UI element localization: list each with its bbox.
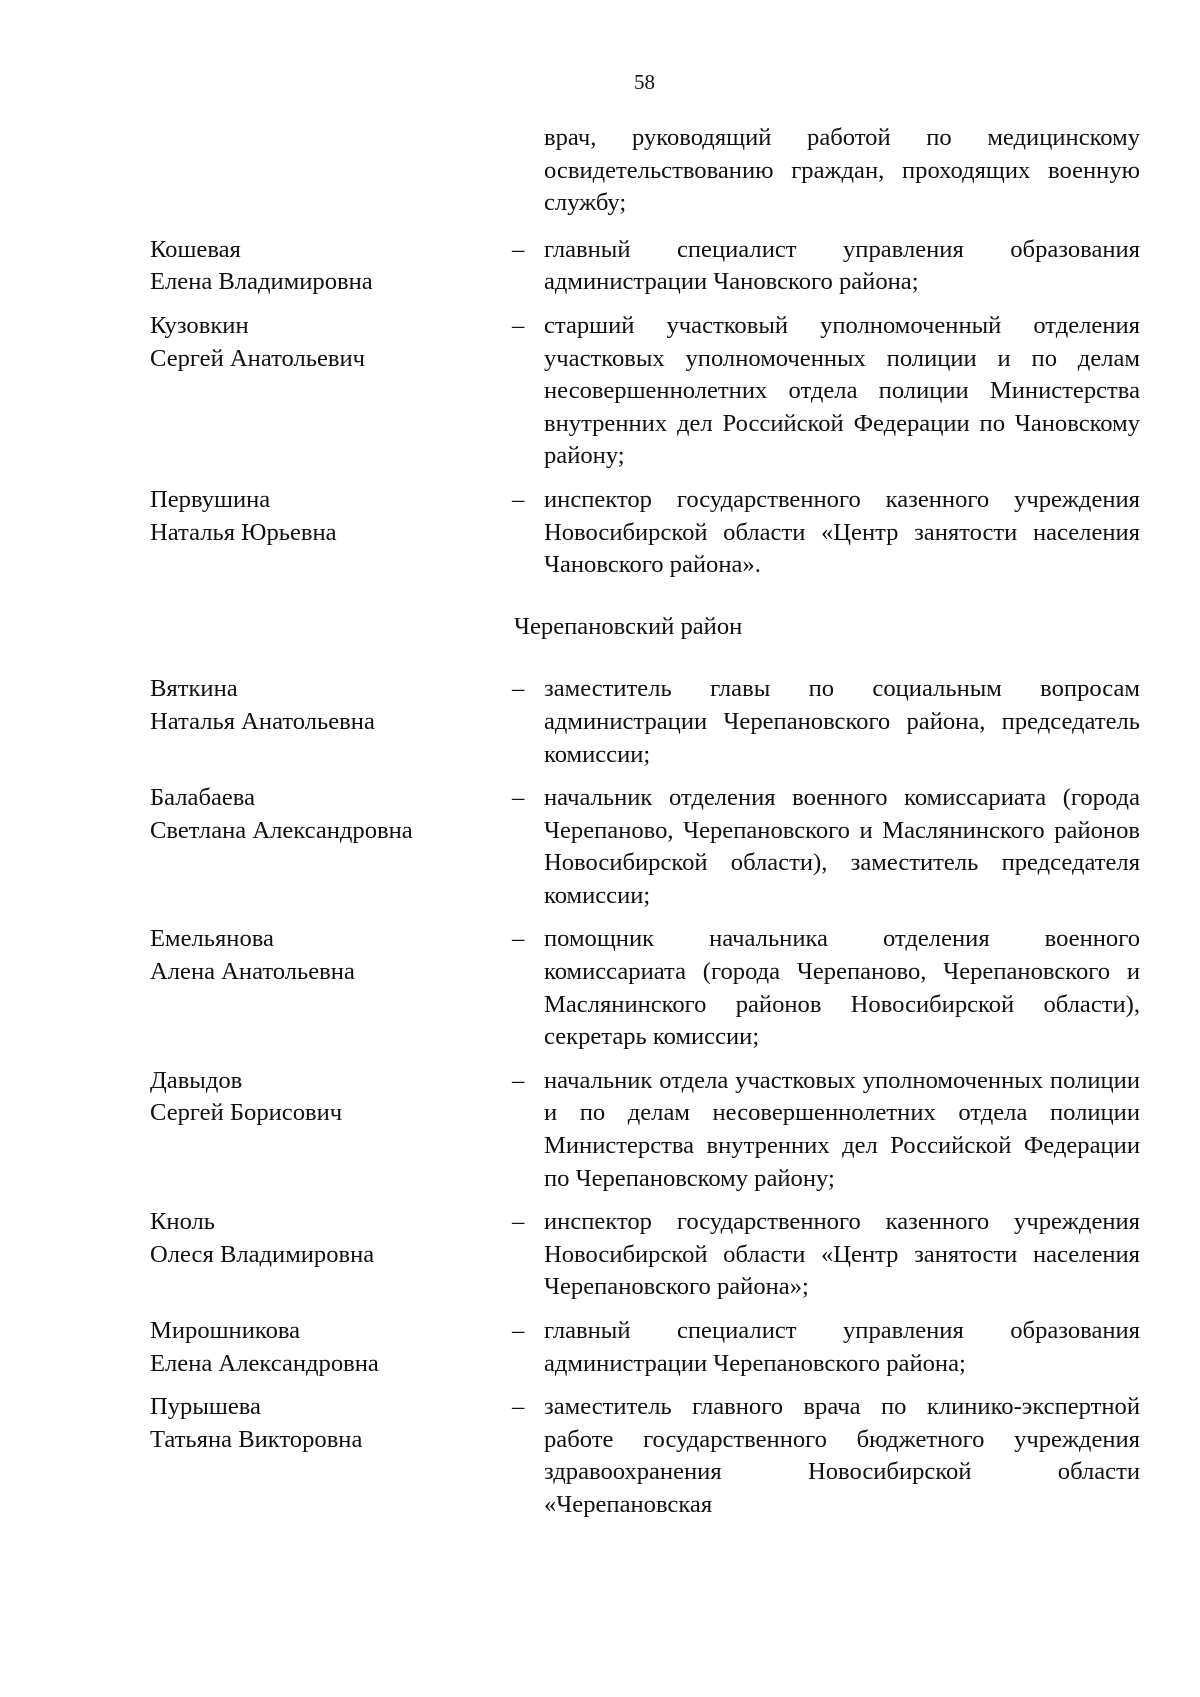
given-name: Елена Александровна <box>150 1349 379 1377</box>
dash: – <box>512 1393 525 1421</box>
list-item <box>150 673 1140 771</box>
member-name <box>150 484 512 582</box>
member-position: начальник отделения военного комиссариата (города Черепаново, Черепановского и Маслянинского районов Новосибирской области), заместитель председателя комиссии; <box>544 784 1140 909</box>
surname: Первушина <box>150 485 271 513</box>
member-name <box>150 310 512 473</box>
member-name <box>150 923 512 1053</box>
member-position: заместитель главного врача по клинико-экспертной работе государственного бюджетного учреждения здравоохранения Новосибирской области «Черепановская <box>544 1393 1140 1518</box>
surname: Вяткина <box>150 675 238 703</box>
dash: – <box>512 675 525 703</box>
given-name: Сергей Борисович <box>150 1099 343 1127</box>
given-name: Татьяна Викторовна <box>150 1425 363 1453</box>
surname: Кузовкин <box>150 311 249 339</box>
list-item <box>150 310 1140 473</box>
dash: – <box>512 784 525 812</box>
list-item <box>150 923 1140 1053</box>
dash: – <box>512 925 525 953</box>
member-name <box>150 234 512 299</box>
list-item <box>150 1391 1140 1521</box>
dash: – <box>512 1317 525 1344</box>
member-position: старший участковый уполномоченный отделения участковых уполномоченных полиции и по делам несовершеннолетних отдела полиции Министерства внутренних дел Российской Федерации по Чановскому району; <box>544 311 1140 470</box>
surname: Давыдов <box>150 1066 243 1094</box>
given-name: Наталья Анатольевна <box>150 707 375 735</box>
list-item <box>150 1065 1140 1195</box>
list-item <box>150 234 1140 299</box>
surname: Балабаева <box>150 784 255 812</box>
page-number: 58 <box>634 70 655 94</box>
given-name: Алена Анатольевна <box>150 958 355 986</box>
member-position: главный специалист управления образования администрации Черепановского района; <box>544 1317 1140 1377</box>
list-item <box>150 782 1140 912</box>
continuation-entry <box>150 122 1140 220</box>
member-position: главный специалист управления образования администрации Чановского района; <box>544 235 1140 296</box>
given-name: Светлана Александровна <box>150 816 413 844</box>
given-name: Наталья Юрьевна <box>150 518 337 546</box>
member-position: заместитель главы по социальным вопросам администрации Черепановского района, председатель комиссии; <box>544 675 1140 768</box>
member-name <box>150 782 512 912</box>
member-position: инспектор государственного казенного учреждения Новосибирской области «Центр занятости населения Чановского района». <box>544 485 1140 579</box>
list-item <box>150 484 1140 582</box>
dash: – <box>512 485 525 513</box>
member-name <box>150 1391 512 1521</box>
surname: Пурышева <box>150 1393 261 1421</box>
given-name: Елена Владимировна <box>150 268 373 296</box>
surname: Кноль <box>150 1208 216 1236</box>
member-position: начальник отдела участковых уполномоченных полиции и по делам несовершеннолетних отдела полиции Министерства внутренних дел Российской Федерации по Черепановскому району; <box>544 1066 1140 1192</box>
surname: Емельянова <box>150 925 274 953</box>
member-position: инспектор государственного казенного учреждения Новосибирской области «Центр занятости населения Черепановского района»; <box>544 1208 1140 1301</box>
member-name <box>150 1065 512 1195</box>
dash: – <box>512 235 525 263</box>
dash: – <box>512 311 525 339</box>
member-name <box>150 1206 512 1304</box>
dash: – <box>512 1208 525 1236</box>
commission-list <box>150 122 1140 1533</box>
dash: – <box>512 1066 525 1094</box>
given-name: Сергей Анатольевич <box>150 344 366 372</box>
list-item <box>150 1206 1140 1304</box>
section-title: Черепановский район <box>514 612 743 640</box>
list-item <box>150 1315 1140 1380</box>
member-name <box>150 1315 512 1380</box>
surname: Мирошникова <box>150 1317 301 1344</box>
given-name: Олеся Владимировна <box>150 1240 375 1268</box>
member-position: помощник начальника отделения военного комиссариата (города Черепаново, Черепановского и Маслянинского районов Новосибирской области), секретарь комиссии; <box>544 925 1140 1051</box>
member-name <box>150 673 512 771</box>
continuation-text: врач, руководящий работой по медицинскому освидетельствованию граждан, проходящих военную службу; <box>544 124 1140 217</box>
surname: Кошевая <box>150 235 241 263</box>
